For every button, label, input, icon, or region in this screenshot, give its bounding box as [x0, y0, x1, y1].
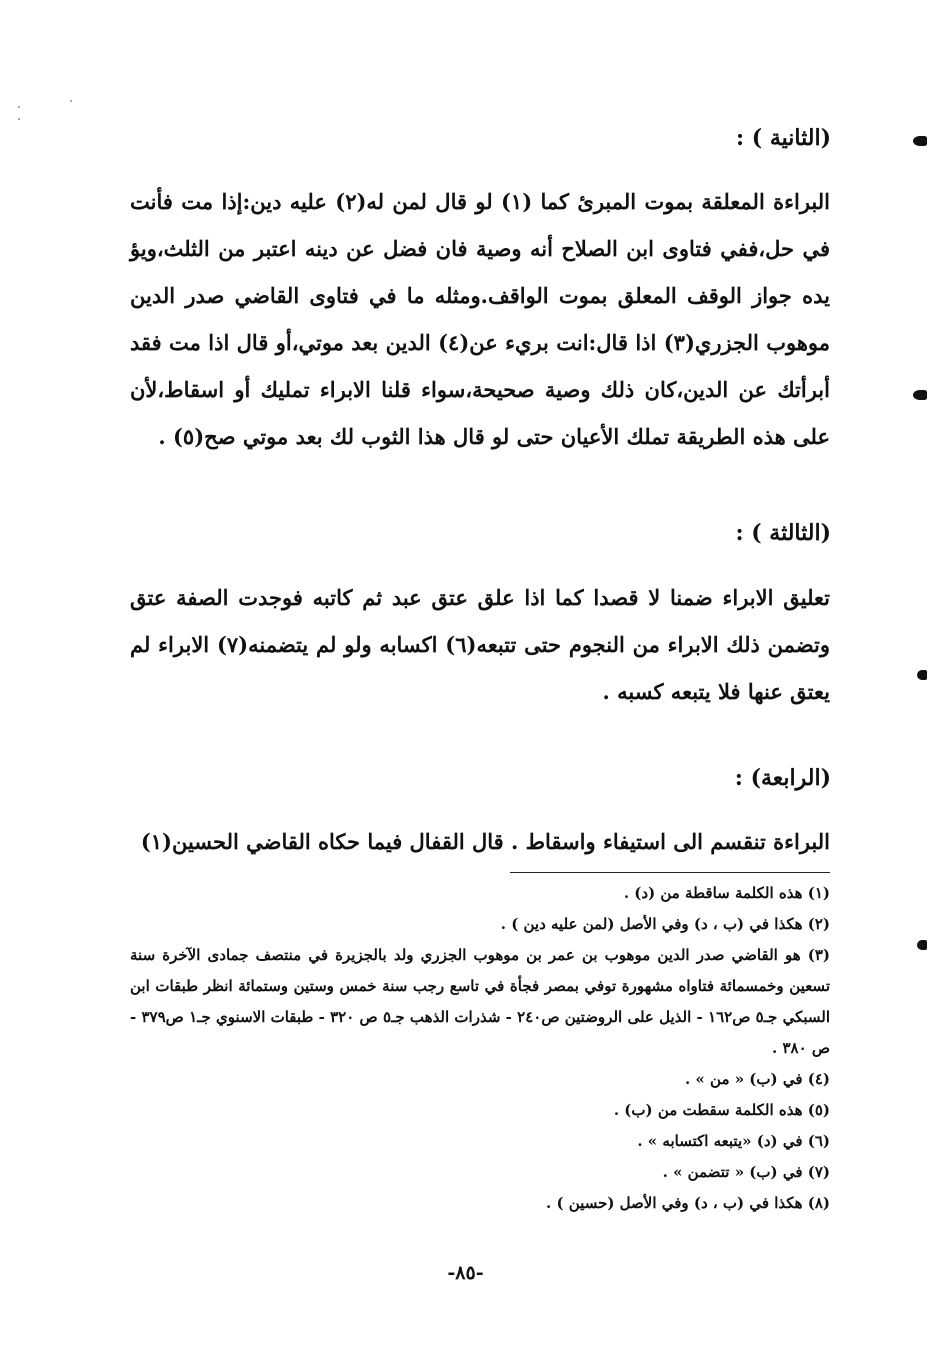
- scan-speck: [18, 118, 20, 120]
- section-body-third: [130, 574, 830, 715]
- footnote-2: (٢) هكذا في (ب ، د) وفي الأصل (لمن عليه دين ) .: [500, 915, 830, 933]
- scan-speck: [18, 106, 20, 108]
- section-heading-second: (الثانية ) :: [736, 125, 831, 151]
- footnotes: [130, 878, 830, 1219]
- section-body-fourth: [130, 818, 830, 865]
- section-heading-fourth: (الرابعة) :: [734, 765, 831, 791]
- section-body-second: [130, 178, 830, 460]
- footnote-5: (٥) هذه الكلمة سقطت من (ب) .: [613, 1101, 830, 1119]
- scan-edge-mark: [913, 390, 927, 400]
- footnote-3: (٣) هو القاضي صدر الدين موهوب بن عمر بن موهوب الجزري ولد بالجزيرة في منتصف جمادى الآخرة سنة تسعين وخمسمائة فتاواه مشهورة توفي بمصر فجأة في تاسع رجب سنة خمس وستين وستمائة انظر طبقات ابن السبكي جـ٥ ص١٦٢ - الذيل على الروضتين ص٢٤٠ - شذرات الذهب جـ٥ ص ٣٢٠ - طبقات الاسنوي جـ١ ص٣٧٩ - ص ٣٨٠ .: [130, 946, 831, 1057]
- footnote-7: (٧) في (ب) « تتضمن » .: [662, 1163, 830, 1181]
- paragraph-fourth: البراءة تنقسم الى استيفاء واسقاط . قال القفال فيما حكاه القاضي الحسين(١): [140, 829, 830, 854]
- footnote-4: (٤) في (ب) « من » .: [684, 1070, 830, 1088]
- scan-speck: [70, 100, 72, 102]
- footnote-6: (٦) في (د) «يتبعه اكتسابه » .: [637, 1132, 830, 1150]
- scan-edge-mark: [917, 670, 927, 680]
- paragraph-second: البراءة المعلقة بموت المبرئ كما (١) لو قال لمن له(٢) عليه دين:إذا مت فأنت في حل،ففي فتاوى ابن الصلاح أنه وصية فان فضل عن دينه اعتبر من الثلث،ويؤ يده جواز الوقف المعلق بموت الواقف.ومثله ما في فتاوى القاضي صدر الدين موهوب الجزري(٣) اذا قال:انت بريء عن(٤) الدين بعد موتي،أو قال اذا مت فقد أبرأتك عن الدين،كان ذلك وصية صحيحة،سواء قلنا الابراء تمليك أو اسقاط،لأن على هذه الطريقة تملك الأعيان حتى لو قال هذا الثوب لك بعد موتي صح(٥) .: [130, 189, 831, 449]
- scan-edge-mark: [917, 940, 927, 950]
- page-number: -٨٥-: [447, 1262, 484, 1284]
- footnote-1: (١) هذه الكلمة ساقطة من (د) .: [623, 884, 830, 902]
- footnote-divider: [510, 872, 830, 873]
- scan-edge-mark: [913, 136, 927, 146]
- footnote-8: (٨) هكذا في (ب ، د) وفي الأصل (حسين ) .: [546, 1194, 830, 1212]
- section-heading-third: (الثالثة ) :: [735, 520, 831, 546]
- paragraph-third: تعليق الابراء ضمنا لا قصدا كما اذا علق عتق عبد ثم كاتبه فوجدت الصفة عتق وتضمن ذلك الابراء من النجوم حتى تتبعه(٦) اكسابه ولو لم يتضمنه(٧) الابراء لم يعتق عنها فلا يتبعه كسبه .: [130, 585, 830, 704]
